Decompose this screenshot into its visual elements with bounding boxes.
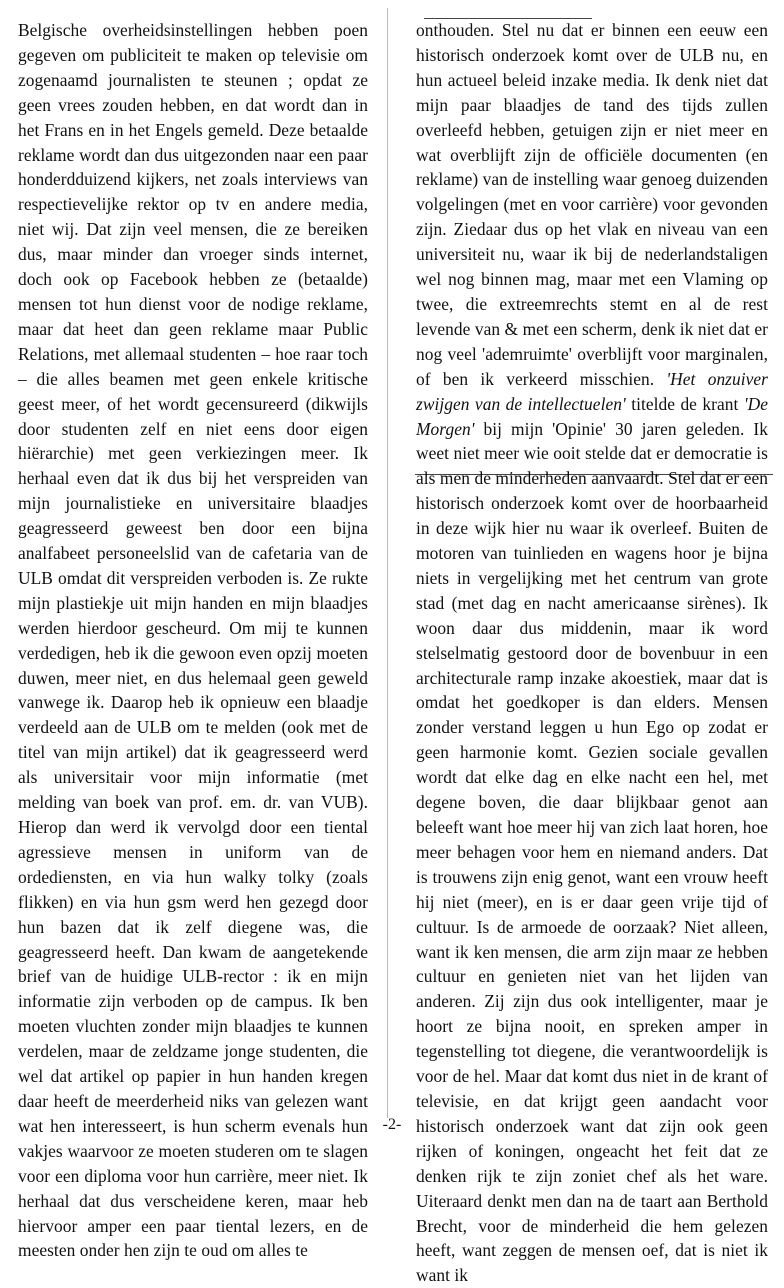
right-text-part-3: bij mijn 'Opinie' 30 jaren geleden. Ik weet niet meer wie ooit stelde dat er democratie is als men de minderheden aanvaardt. Stel dat er een historisch onderzoek komt over de hoorbaarheid in deze wijk hier nu waar ik overleef. Buiten de motoren van tuinlieden en wagens hoor je bijna niets in vergelijking met het centrum van grote stad (met dag en nacht americaanse sirènes). Ik woon daar dus middenin, maar ik word stelselmatig gestoord door de bovenbuur in een architecturale ramp inzake akoestiek, maar dat is omdat het goedkoper is dan elders. Mensen zonder verstand leggen u hun Ego op zodat er geen harmonie komt. Gezien sociale gevallen wordt dat elke dag en elke nacht een hel, met degene boven, die daar blijkbaar genot aan beleeft want hoe meer hij van zich laat horen, hoe meer behagen voor hem en niemand anders. Dat is trouwens zijn enig genot, want een vrouw heeft hij niet (meer), en is er daar geen vrije tijd of cultuur. Is de armoede de oorzaak? Niet alleen, want ik ken mensen, die arm zijn maar ze hebben cultuur en genieten niet van het lijden van anderen. Zij zijn dus ook intelligenter, maar je hoort ze bijna nooit, en spreken amper in tegenstelling tot diegene, die verantwoordelijk is voor de hel. Maar dat komt dus niet in de krant of televisie, en dat krijgt geen aandacht voor historisch onderzoek want dat zijn ook geen rijken of koningen, ongeacht het feit dat ze denken rijk te zijn zoniet chef als het ware. Uiteraard denkt men dan na de taart aan Berthold Brecht, voor de minderheid die hem gelezen heeft, want zeggen de mensen oef, dat is niet ik want ik [416, 418, 768, 1286]
right-column-text [416, 18, 768, 1288]
column-divider [387, 8, 388, 1118]
left-column-text: Belgische overheidsinstellingen hebben poen gegeven om publiciteit te maken op televisie om zogenaamd journalisten te steunen ; opdat ze geen vrees zouden hebben, en dat wordt dan in het Frans en in het Engels gemeld. Deze betaalde reklame wordt dan dus uitgezonden naar een paar honderdduizend kijkers, net zoals interviews van respectievelijke rektor op tv en andere media, niet wij. Dat zijn veel mensen, die ze bereiken dus, maar minder dan vroeger sinds internet, doch ook op Facebook hebben ze (betaalde) mensen tot hun dienst voor de nodige reklame, maar dat heet dan geen reklame maar Public Relations, met allemaal studenten – hoe raar toch – die alles beamen met geen enkele kritische geest meer, of het wordt gecensureerd (dikwijls door studenten zelf en niet eens door eigen hiërarchie) met geen verkiezingen meer. Ik herhaal even dat ik dus bij het verspreiden van mijn journalistieke en universitaire blaadjes geagresseerd geweest ben door een bijna analfabeet personeelslid van de cafetaria van de ULB omdat dit verspreiden verboden is. Ze rukte mijn plastiekje uit mijn handen en mijn blaadjes werden hierdoor gescheurd. Om mij te kunnen verdedigen, heb ik die gewoon even opzij moeten duwen, meer niet, en dus helemaal geen geweld vanwege ik. Daarop heb ik opnieuw een blaadje verdeeld aan de ULB om te melden (ook met de titel van mijn artikel) dat ik geagresseerd werd als universitair voor mijn informatie (met melding van boek van prof. em. dr. van VUB). Hierop dan werd ik vervolgd door een tiental agressieve mensen in uniform van de ordediensten, en via hun walky tolky (zoals flikken) en via hun gsm werd hen gezegd door hun bazen dat ik zelf diegene was, die geagresseerd heeft. Dan kwam de aangetekende brief van de huidige ULB-rector : ik en mijn informatie zijn verboden op de campus. Ik ben moeten vluchten zonder mijn blaadjes te kunnen verdelen, maar de zeldzame jonge studenten, die wel dat artikel op papier in hun handen kregen daar heeft de meerderheid niks van gelezen want wat hen interesseert, is hun scherm evenals hun vakjes waarvoor ze moeten studeren om te slagen voor een diploma voor hun carrière, meer niet. Ik herhaal dat dus verscheidene keren, maar heb hiervoor amper een paar tiental lezers, en de meesten onder hen zijn te oud om alles te [18, 20, 368, 1261]
page-number: -2- [382, 1116, 402, 1133]
right-text-part-1: onthouden. Stel nu dat er binnen een eeuw een historisch onderzoek komt over de ULB nu, en hun actueel beleid inzake media. Ik denk niet dat mijn paar blaadjes de tand des tijds zullen overleefd hebben, getuigen zijn er niet meer en wat overblijft zijn de officiële documenten (en reklame) van de instelling waar genoeg duizenden volgelingen (met en voor carrière) voor gevonden zijn. Ziedaar dus op het vlak en niveau van een universiteit nu, waar ik bij de nederlandstaligen wel nog binnen mag, maar met een Vlaming op twee, die extreemrechts stemt en al de rest levende van & met een scherm, denk ik niet dat er nog veel 'ademruimte' overblijft voor marginalen, of ben ik verkeerd misschien. [416, 20, 769, 389]
right-text-part-2: titelde de krant [631, 393, 739, 414]
quote-newspaper: 'De Morgen' [416, 393, 768, 439]
left-column [18, 18, 368, 1263]
quote-title: 'Het onzuiver zwijgen van de intellectuelen' [416, 368, 768, 414]
right-column [416, 18, 768, 1288]
